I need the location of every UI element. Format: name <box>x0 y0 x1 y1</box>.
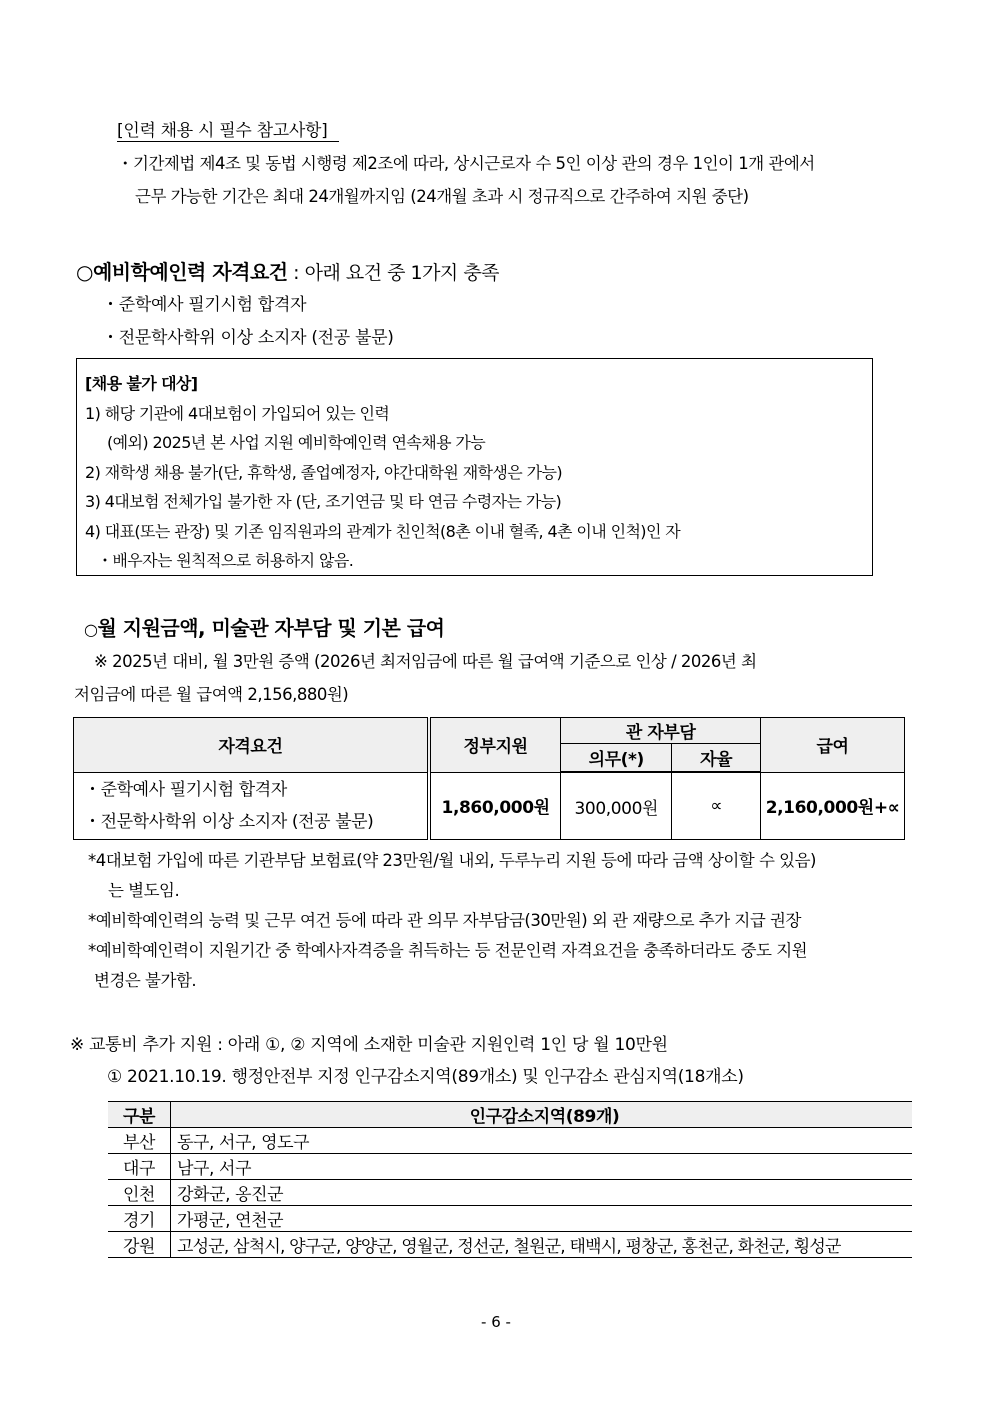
reference-title: [인력 채용 시 필수 참고사항] <box>117 116 339 141</box>
header-self-burden: 관 자부담 <box>561 718 761 744</box>
circle-bullet-icon: ○ <box>76 260 93 284</box>
note-line: 변경은 불가함. <box>94 971 197 990</box>
table-row: 경기 가평군, 연천군 <box>108 1206 912 1232</box>
reference-line-2: 근무 가능한 기간은 최대 24개월까지임 (24개월 초과 시 정규직으로 간주하여 지원 중단) <box>135 187 749 206</box>
qualification-heading: ○예비학예인력 자격요건 : 아래 요건 중 1가지 충족 <box>76 260 500 284</box>
cell-gov-support: 1,860,000원 <box>429 772 561 840</box>
cell-mandatory: 300,000원 <box>561 772 672 840</box>
table-row: 인천 강화군, 옹진군 <box>108 1180 912 1206</box>
ineligible-line: 3) 4대보험 전체가입 불가한 자 (단, 조기연금 및 타 연금 수령자는 가능) <box>85 492 562 511</box>
funding-heading: ○월 지원금액, 미술관 자부담 및 기본 급여 <box>84 616 445 640</box>
ineligible-line: (예외) 2025년 본 사업 지원 예비학예인력 연속채용 가능 <box>107 433 486 452</box>
table-row <box>74 772 905 840</box>
note-line: 는 별도임. <box>108 881 180 900</box>
header-mandatory: 의무(*) <box>561 744 672 773</box>
page-number: - 6 - <box>481 1313 511 1331</box>
note-line: *예비학예인력의 능력 및 근무 여건 등에 따라 관 의무 자부담금(30만원) 외 관 재량으로 추가 지급 권장 <box>88 911 801 930</box>
ineligible-line: 1) 해당 기관에 4대보험이 가입되어 있는 인력 <box>85 403 390 423</box>
table-row: 대구 남구, 서구 <box>108 1154 912 1180</box>
qualification-item: ・전문학사학위 이상 소지자 (전공 불문) <box>102 328 394 348</box>
note-line: *4대보험 가입에 따른 기관부담 보험료(약 23만원/월 내외, 두루누리 지원 등에 따라 금액 상이할 수 있음) <box>88 851 816 870</box>
header-salary: 급여 <box>761 718 905 773</box>
reference-line-1: ・기간제법 제4조 및 동법 시행령 제2조에 따라, 상시근로자 수 5인 이상 관의 경우 1인이 1개 관에서 <box>117 154 815 173</box>
header-voluntary: 자율 <box>672 744 761 773</box>
note-line: *예비학예인력이 지원기간 중 학예사자격증을 취득하는 등 전문인력 자격요건을 충족하더라도 중도 지원 <box>88 941 808 960</box>
funding-notes <box>88 846 922 996</box>
ineligible-line: 4) 대표(또는 관장) 및 기존 임직원과의 관계가 친인척(8촌 이내 혈족, 4촌 이내 인척)인 자 <box>85 521 681 541</box>
header-gov-support: 정부지원 <box>429 718 561 773</box>
transport-line-2: ① 2021.10.19. 행정안전부 지정 인구감소지역(89개소) 및 인구감소 관심지역(18개소) <box>107 1067 744 1087</box>
circle-bullet-icon: ○ <box>84 620 98 639</box>
ineligible-line: 2) 재학생 채용 불가(단, 휴학생, 졸업예정자, 야간대학원 재학생은 가능) <box>85 462 562 482</box>
header-category: 구분 <box>108 1102 171 1128</box>
header-qualification: 자격요건 <box>74 718 429 773</box>
funding-note-line-2: 저임금에 따른 월 급여액 2,156,880원) <box>74 685 349 704</box>
funding-note <box>74 645 922 711</box>
funding-note-line-1: ※ 2025년 대비, 월 3만원 증액 (2026년 최저임금에 따른 월 급여액 기준으로 인상 / 2026년 최 <box>94 652 757 671</box>
transport-line-1: ※ 교통비 추가 지원 : 아래 ①, ② 지역에 소재한 미술관 지원인력 1인 당 월 10만원 <box>70 1035 668 1055</box>
cell-qualification: ・준학예사 필기시험 합격자 ・전문학사학위 이상 소지자 (전공 불문) <box>74 772 429 840</box>
cell-voluntary: ∝ <box>672 772 761 840</box>
table-row: 부산 동구, 서구, 영도구 <box>108 1128 912 1154</box>
reference-paragraph <box>117 147 922 213</box>
funding-table <box>73 717 905 840</box>
region-table <box>108 1101 912 1258</box>
ineligible-title: [채용 불가 대상] <box>85 374 198 393</box>
ineligible-line: ・배우자는 원칙적으로 허용하지 않음. <box>97 551 354 570</box>
cell-salary: 2,160,000원+∝ <box>761 772 905 840</box>
table-row: 강원 고성군, 삼척시, 양구군, 양양군, 영월군, 정선군, 철원군, 태백시, 평창군, 홍천군, 화천군, 횡성군 <box>108 1232 912 1258</box>
ineligible-box <box>76 358 873 576</box>
qualification-item: ・준학예사 필기시험 합격자 <box>102 295 307 315</box>
header-regions: 인구감소지역(89개) <box>171 1102 913 1128</box>
